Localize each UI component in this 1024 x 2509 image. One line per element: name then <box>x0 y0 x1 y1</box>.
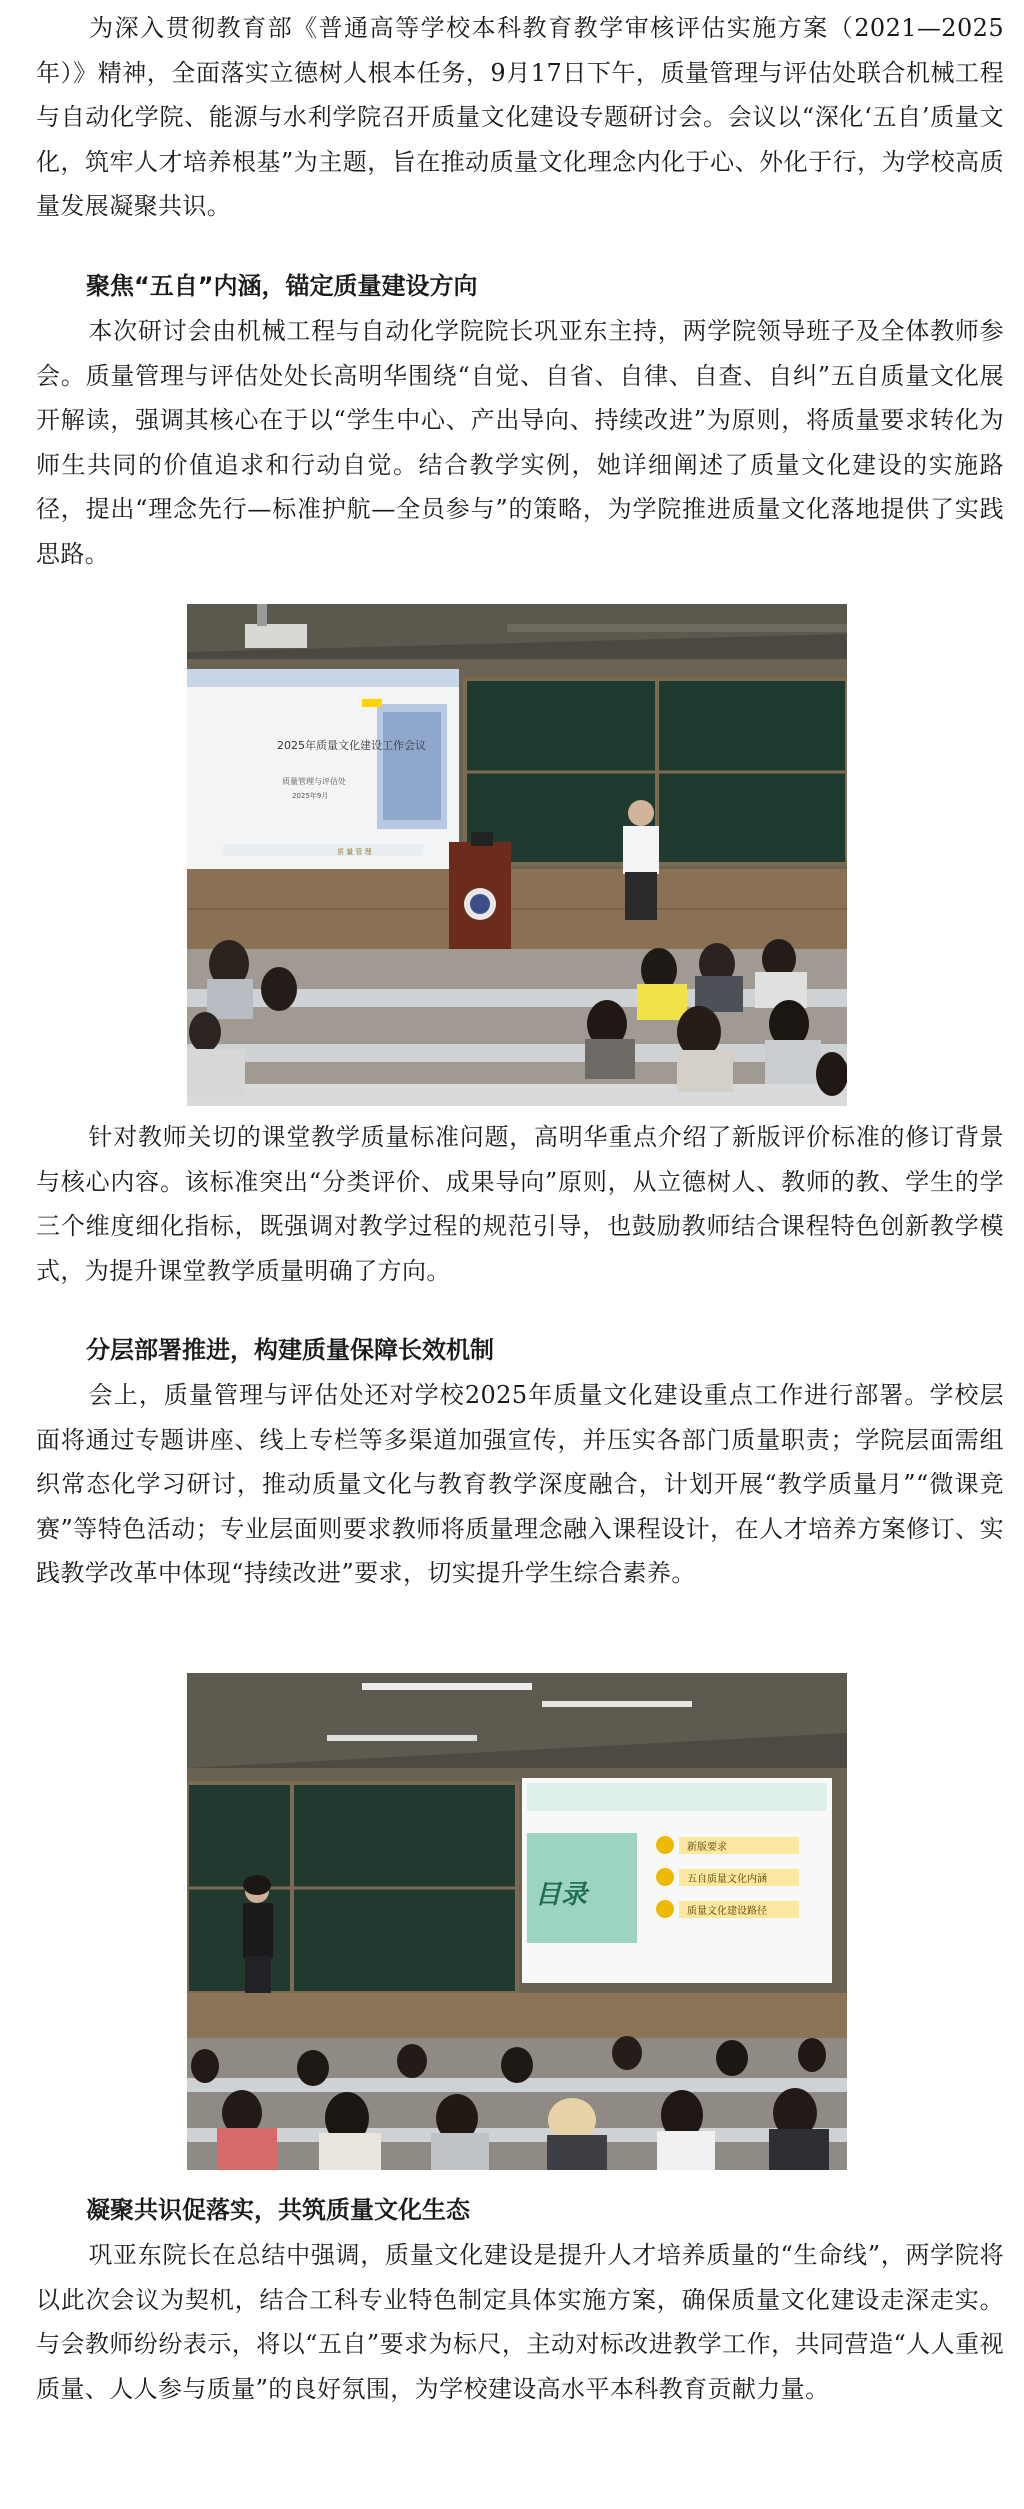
slide-subtitle-text: 质量管理与评估处 <box>282 777 346 786</box>
paragraph-intro-text: 为深入贯彻教育部《普通高等学校本科教育教学审核评估实施方案（2021—2025年）》精神，全面落实立德树人根本任务，9月17日下午，质量管理与评估处联合机械工程与自动化学院、能源与水利学院召开质量文化建设专题研讨会。会议以“深化‘五自’质量文化，筑牢人才培养根基”为主题，旨在推动质量文化理念内化于心、外化于行，为学校高质量发展凝聚共识。 <box>36 14 1004 220</box>
paragraph-summary-text: 巩亚东院长在总结中强调，质量文化建设是提升人才培养质量的“生命线”，两学院将以此次会议为契机，结合工科专业特色制定具体实施方案，确保质量文化建设走深走实。与会教师纷纷表示，将以“五自”要求为标尺，主动对标改进教学工作，共同营造“人人重视质量、人人参与质量”的良好氛围，为学校建设高水平本科教育贡献力量。 <box>36 2241 1004 2403</box>
meeting-photo-2 <box>187 1673 847 2170</box>
meeting-photo-1 <box>187 604 847 1106</box>
paragraph-focus <box>36 309 1004 576</box>
section-heading-3: 凝聚共识促落实，共筑质量文化生态 <box>86 2196 470 2224</box>
paragraph-deploy <box>36 1373 1004 1596</box>
slide2-item-3: 质量文化建设路径 <box>687 1906 767 1917</box>
paragraph-deploy-text: 会上，质量管理与评估处还对学校2025年质量文化建设重点工作进行部署。学校层面将通过专题讲座、线上专栏等多渠道加强宣传，并压实各部门质量职责；学院层面需组织常态化学习研讨，推动质量文化与教育教学深度融合，计划开展“教学质量月”“微课竞赛”等特色活动；专业层面则要求教师将质量理念融入课程设计，在人才培养方案修订、实践教学改革中体现“持续改进”要求，切实提升学生综合素养。 <box>36 1381 1004 1587</box>
section-heading-1: 聚焦“五自”内涵，锚定质量建设方向 <box>86 272 478 300</box>
slide-date-text: 2025年9月 <box>292 792 329 800</box>
paragraph-summary <box>36 2233 1004 2411</box>
slide2-item-2: 五自质量文化内涵 <box>687 1874 767 1885</box>
paragraph-standard <box>36 1115 1004 1293</box>
slide-title-text: 2025年质量文化建设工作会议 <box>277 739 426 752</box>
slide2-title-text: 目录 <box>535 1880 588 1910</box>
meeting-photo-1-image <box>187 604 847 1106</box>
paragraph-intro <box>36 6 1004 229</box>
slide-footer-text: 质 量 管 理 <box>337 848 372 856</box>
meeting-photo-2-image <box>187 1673 847 2170</box>
paragraph-focus-text: 本次研讨会由机械工程与自动化学院院长巩亚东主持，两学院领导班子及全体教师参会。质量管理与评估处处长高明华围绕“自觉、自省、自律、自查、自纠”五自质量文化展开解读，强调其核心在于以“学生中心、产出导向、持续改进”为原则，将质量要求转化为师生共同的价值追求和行动自觉。结合教学实例，她详细阐述了质量文化建设的实施路径，提出“理念先行—标准护航—全员参与”的策略，为学院推进质量文化落地提供了实践思路。 <box>36 317 1004 568</box>
section-heading-2: 分层部署推进，构建质量保障长效机制 <box>86 1336 494 1364</box>
slide2-item-1: 新版要求 <box>687 1842 727 1853</box>
paragraph-standard-text: 针对教师关切的课堂教学质量标准问题，高明华重点介绍了新版评价标准的修订背景与核心内容。该标准突出“分类评价、成果导向”原则，从立德树人、教师的教、学生的学三个维度细化指标，既强调对教学过程的规范引导，也鼓励教师结合课程特色创新教学模式，为提升课堂教学质量明确了方向。 <box>36 1123 1004 1285</box>
